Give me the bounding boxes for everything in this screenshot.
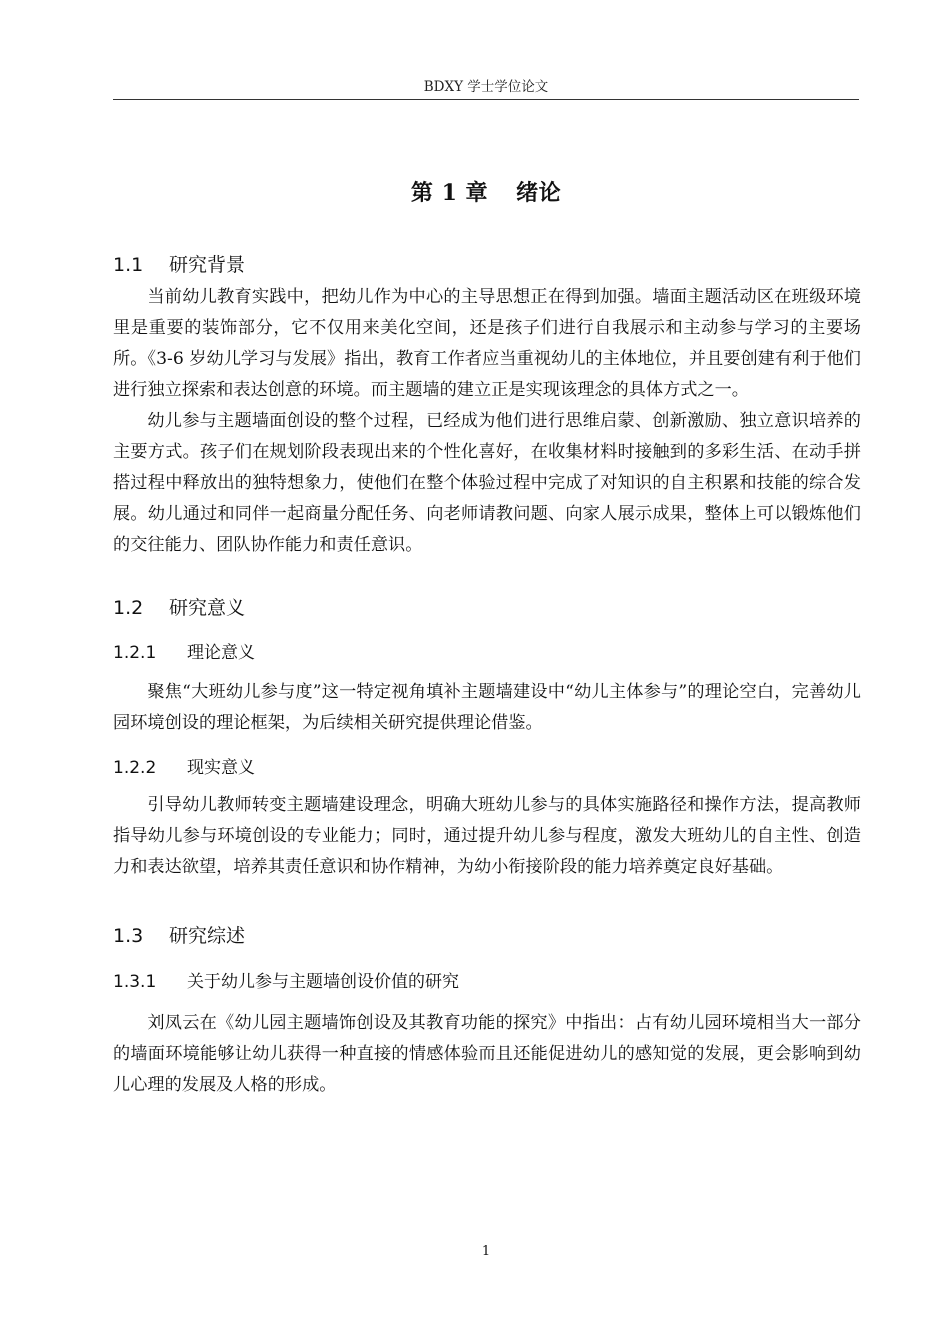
subsection-heading-1-2-2 [113,754,861,782]
main-content [113,250,861,1101]
header-rule [113,99,859,100]
section-heading-1-1 [113,250,861,280]
section-title: 研究意义 [169,597,246,619]
paragraph: 引导幼儿教师转变主题墙建设理念，明确大班幼儿参与的具体实施路径和操作方法，提高教师指导幼儿参与环境创设的专业能力；同时，通过提升幼儿参与程度，激发大班幼儿的自主性、创造力和表达欲望，培养其责任意识和协作精神，为幼小衔接阶段的能力培养奠定良好基础。 [113,795,861,877]
subsection-number: 1.2.2 [113,758,157,778]
paragraph: 刘凤云在《幼儿园主题墙饰创设及其教育功能的探究》中指出：占有幼儿园环境相当大一部分的墙面环境能够让幼儿获得一种直接的情感体验而且还能促进幼儿的感知觉的发展，更会影响到幼儿心理的发展及人格的形成。 [113,1013,861,1095]
running-header: BDXY 学士学位论文 [423,79,549,95]
paragraph: 聚焦“大班幼儿参与度”这一特定视角填补主题墙建设中“幼儿主体参与”的理论空白，完善幼儿园环境创设的理论框架，为后续相关研究提供理论借鉴。 [113,682,861,733]
section-number: 1.2 [113,597,144,619]
chapter-name: 绪论 [516,180,562,206]
section-title: 研究背景 [169,254,246,276]
subsection-heading-1-3-1 [113,968,861,996]
section-heading-1-2 [113,593,861,623]
page-number: 1 [481,1244,491,1259]
chapter-number: 第 1 章 [410,180,489,206]
paragraph: 当前幼儿教育实践中，把幼儿作为中心的主导思想正在得到加强。墙面主题活动区在班级环境里是重要的装饰部分，它不仅用来美化空间，还是孩子们进行自我展示和主动参与学习的主要场所。《3-6 岁幼儿学习与发展》指出，教育工作者应当重视幼儿的主体地位，并且要创建有利于他们进行独立探索和表达创意的环境。而主题墙的建立正是实现该理念的具体方式之一。 [113,287,861,400]
section-title: 研究综述 [169,925,246,947]
section-heading-1-3 [113,921,861,951]
subsection-heading-1-2-1 [113,639,861,667]
section-number: 1.3 [113,925,144,947]
chapter-title [113,178,859,208]
subsection-title: 现实意义 [187,758,255,778]
section-number: 1.1 [113,254,144,276]
subsection-title: 理论意义 [187,643,255,663]
subsection-number: 1.2.1 [113,643,157,663]
subsection-number: 1.3.1 [113,972,157,992]
paragraph: 幼儿参与主题墙面创设的整个过程，已经成为他们进行思维启蒙、创新激励、独立意识培养的主要方式。孩子们在规划阶段表现出来的个性化喜好，在收集材料时接触到的多彩生活、在动手拼搭过程中释放出的独特想象力，使他们在整个体验过程中完成了对知识的自主积累和技能的综合发展。幼儿通过和同伴一起商量分配任务、向老师请教问题、向家人展示成果，整体上可以锻炼他们的交往能力、团队协作能力和责任意识。 [113,411,861,555]
subsection-title: 关于幼儿参与主题墙创设价值的研究 [187,972,459,992]
